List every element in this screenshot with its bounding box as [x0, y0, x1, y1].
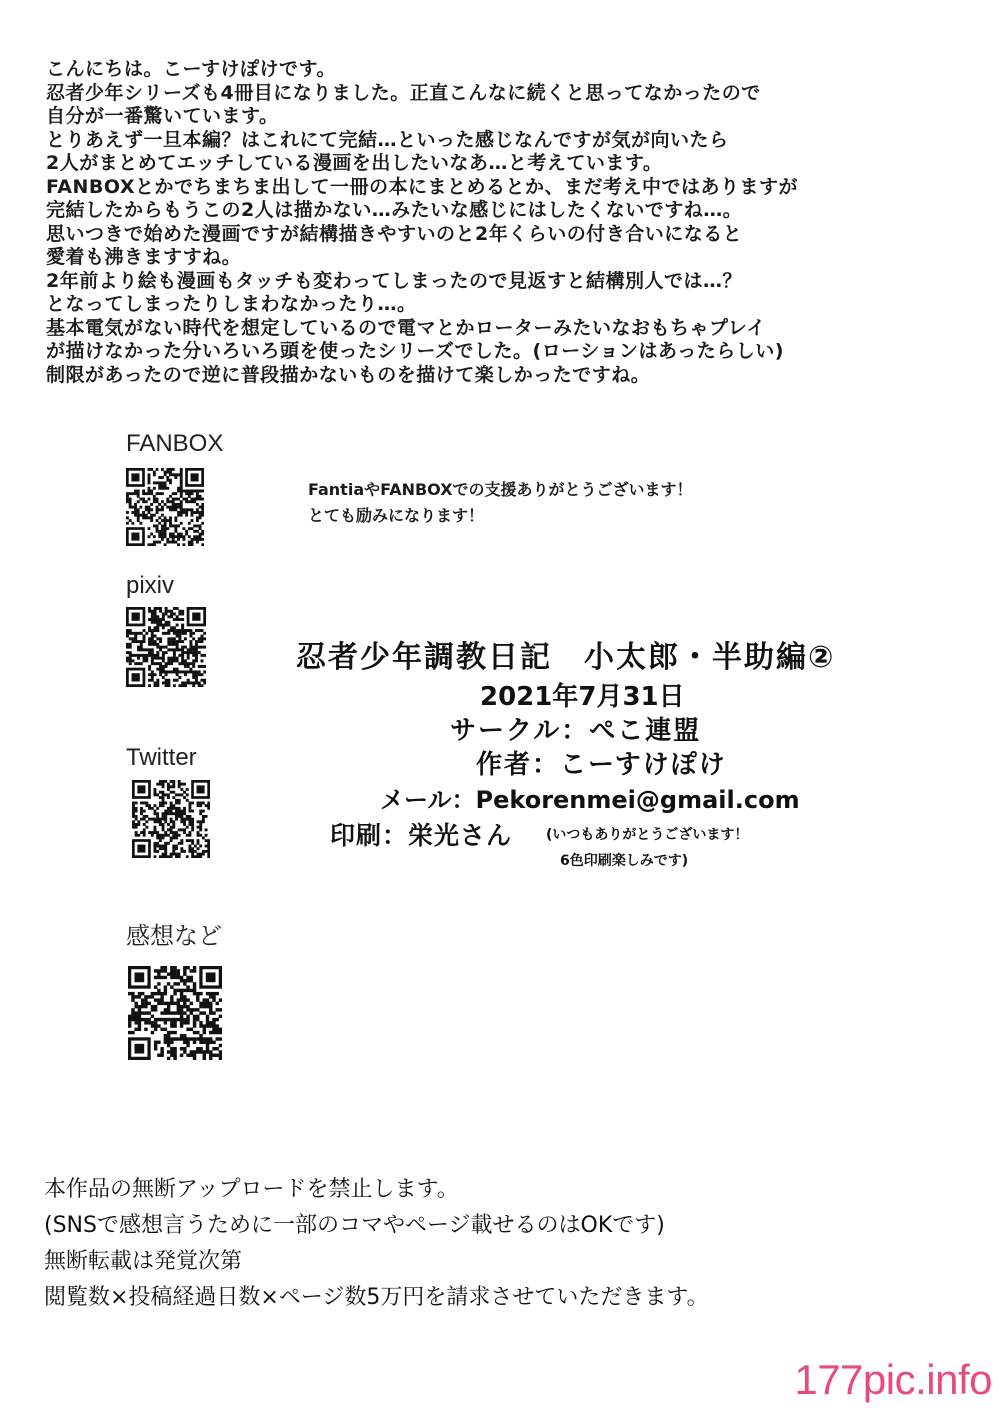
- notice-line: 無断転載は発覚次第: [44, 1249, 243, 1274]
- printer-note: [546, 822, 748, 874]
- afterword-line: こんにちは。こーすけぽけです。: [46, 58, 337, 80]
- notice-line: 閲覧数×投稿経過日数×ページ数5万円を請求させていただきます。: [44, 1285, 709, 1310]
- pixiv-qr-icon[interactable]: [126, 607, 206, 687]
- feedback-label: 感想など: [126, 923, 222, 950]
- afterword-line: 2年前より絵も漫画もタッチも変わってしまったので見返すと結構別人では…？: [46, 269, 743, 292]
- publish-date: 2021年7月31日: [480, 682, 685, 712]
- printer-note-line: (いつもありがとうございます！: [546, 827, 749, 843]
- notice-line: (SNSで感想言うために一部のコマやページ載せるのはOKです): [44, 1213, 665, 1238]
- book-title: 忍者少年調教日記 小太郎・半助編②: [296, 640, 836, 675]
- support-thanks-line: とても励みになります！: [308, 506, 485, 525]
- printer-note-line: 6色印刷楽しみです): [560, 853, 689, 869]
- fanbox-qr-icon[interactable]: [126, 468, 204, 546]
- afterword-line: が描けなかった分いろいろ頭を使ったシリーズでした。(ローションはあったらしい): [46, 340, 784, 362]
- afterword-text: [46, 58, 946, 387]
- twitter-qr-icon[interactable]: [132, 780, 210, 858]
- notice-line: 本作品の無断アップロードを禁止します。: [44, 1177, 459, 1202]
- afterword-line: となってしまったりしまわなかったり…。: [46, 293, 417, 315]
- afterword-line: 思いつきで始めた漫画ですが結構描きやすいのと2年くらいの付き合いになると: [46, 222, 743, 245]
- afterword-line: 完結したからもうこの2人は描かない…みたいな感じにはしたくないですね…。: [46, 199, 743, 221]
- support-thanks: [308, 477, 693, 529]
- author-name: 作者：こーすけぽけ: [476, 750, 727, 780]
- feedback-qr-icon[interactable]: [128, 966, 222, 1060]
- afterword-line: FANBOXとかでちまちま出して一冊の本にまとめるとか、まだ考え中ではありますが: [46, 175, 799, 198]
- site-watermark: 177pic.info: [794, 1356, 992, 1403]
- afterword-line: とりあえず一旦本編？はこれにて完結…といった感じなんですが気が向いたら: [46, 128, 729, 151]
- copyright-notice: [44, 1172, 709, 1316]
- afterword-line: 制限があったので逆に普段描かないものを描けて楽しかったですね。: [46, 363, 651, 386]
- afterword-line: 2人がまとめてエッチしている漫画を出したいなあ…と考えています。: [46, 152, 663, 174]
- pixiv-label: pixiv: [126, 572, 175, 599]
- twitter-label: Twitter: [126, 744, 197, 771]
- afterword-line: 忍者少年シリーズも4冊目になりました。正直こんなに続くと思ってなかったので: [46, 81, 761, 104]
- afterword-line: 自分が一番驚いています。: [46, 105, 279, 127]
- circle-name: サークル：ぺこ連盟: [450, 716, 702, 746]
- afterword-line: 愛着も沸きますすね。: [46, 246, 242, 268]
- contact-email: メール：Pekorenmei@gmail.com: [380, 786, 800, 814]
- printer-name: 印刷：栄光さん: [330, 821, 513, 850]
- support-thanks-line: FantiaやFANBOXでの支援ありがとうございます！: [308, 480, 693, 499]
- fanbox-label: FANBOX: [126, 430, 224, 457]
- afterword-line: 基本電気がない時代を想定しているので電マとかローターみたいなおもちゃプレイ: [46, 316, 766, 339]
